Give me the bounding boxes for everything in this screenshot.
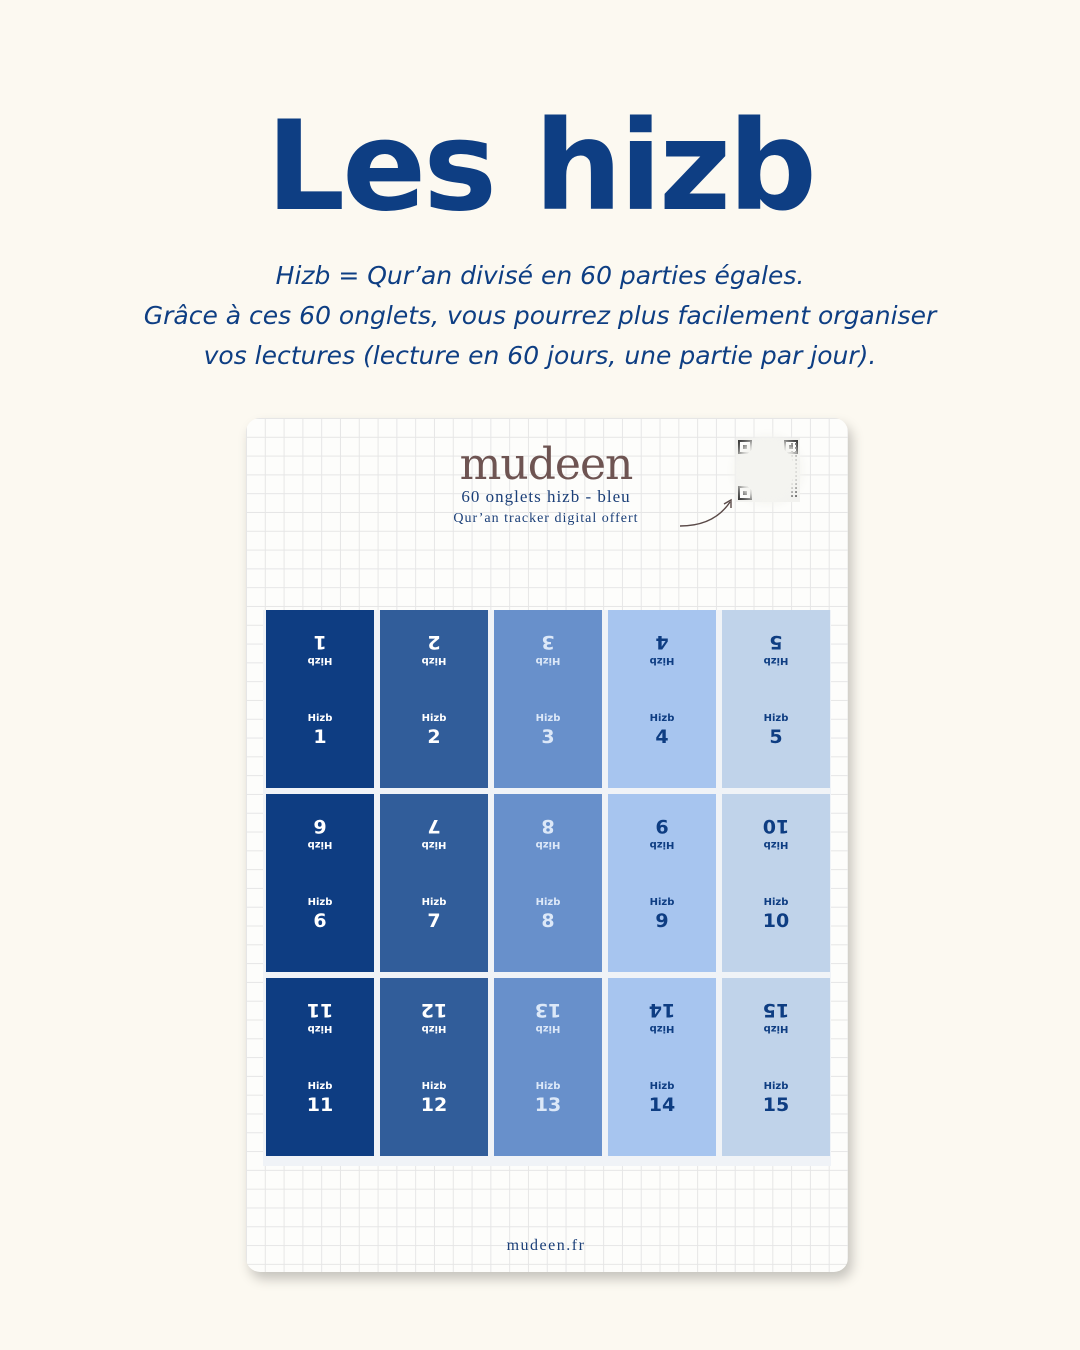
hizb-tab-front	[266, 897, 374, 933]
hizb-tab-mirrored	[722, 814, 830, 850]
brand-logo: mudeen	[459, 439, 633, 490]
hizb-tab-label: Hizb	[535, 1023, 561, 1034]
hizb-tab	[722, 978, 830, 1156]
hizb-tab-front	[380, 713, 488, 749]
hizb-tab	[608, 978, 716, 1156]
hizb-tab-mirrored	[722, 998, 830, 1034]
hizb-tab-number: 4	[655, 726, 669, 748]
hizb-tab-number: 3	[541, 726, 555, 748]
hizb-tab-number: 5	[769, 631, 783, 653]
hizb-tab-label: Hizb	[763, 713, 789, 724]
hizb-tab-label: Hizb	[421, 839, 447, 850]
hizb-tab-number: 14	[648, 1094, 676, 1116]
hizb-tab	[494, 610, 602, 788]
hizb-tab-number: 9	[655, 815, 669, 837]
hizb-tab-label: Hizb	[307, 1023, 333, 1034]
hizb-tab-front	[494, 1081, 602, 1117]
hizb-tab	[266, 978, 374, 1156]
hizb-tab-number: 11	[306, 1094, 334, 1116]
hizb-tab-number: 6	[313, 815, 327, 837]
hizb-tab-front	[266, 1081, 374, 1117]
hizb-tab-mirrored	[380, 630, 488, 666]
hizb-tab-mirrored	[608, 998, 716, 1034]
hizb-tab-number: 12	[420, 1094, 448, 1116]
hizb-tab-number: 12	[420, 999, 448, 1021]
hizb-tab-number: 3	[541, 631, 555, 653]
hizb-tab-number: 1	[313, 726, 327, 748]
hizb-tab-mirrored	[266, 814, 374, 850]
arrow-icon	[678, 490, 738, 532]
hizb-tab-number: 2	[427, 726, 441, 748]
hizb-tab-front	[608, 897, 716, 933]
subtitle-line-1: Hizb = Qur’an divisé en 60 parties égales.	[275, 261, 805, 290]
hizb-tab-label: Hizb	[307, 655, 333, 666]
hizb-tab-front	[494, 713, 602, 749]
hizb-tab-label: Hizb	[421, 713, 447, 724]
hizb-tab-number: 13	[534, 999, 562, 1021]
hizb-tab-label: Hizb	[421, 1023, 447, 1034]
page-title: Les hizb	[266, 95, 814, 239]
hizb-tab	[608, 610, 716, 788]
hizb-tab-mirrored	[266, 630, 374, 666]
hizb-tabs-grid	[263, 610, 831, 1166]
hizb-tab-mirrored	[608, 814, 716, 850]
page-subtitle	[40, 256, 1040, 376]
hizb-tab-number: 7	[427, 815, 441, 837]
hizb-tab-label: Hizb	[535, 897, 561, 908]
footer-url[interactable]: mudeen.fr	[506, 1237, 586, 1254]
hizb-tab-mirrored	[494, 814, 602, 850]
hizb-tab-label: Hizb	[421, 897, 447, 908]
hizb-tab-front	[722, 713, 830, 749]
hizb-tab	[380, 610, 488, 788]
hizb-tab	[266, 610, 374, 788]
hizb-tab-label: Hizb	[649, 655, 675, 666]
hizb-tab-label: Hizb	[763, 1023, 789, 1034]
hizb-tab-label: Hizb	[535, 1081, 561, 1092]
hizb-tab-number: 8	[541, 910, 555, 932]
hizb-tab-front	[608, 1081, 716, 1117]
hizb-tab-number: 15	[762, 1094, 790, 1116]
hizb-tab-mirrored	[494, 630, 602, 666]
hizb-tab-label: Hizb	[307, 1081, 333, 1092]
offer-text: Qur’an tracker digital offert	[453, 511, 639, 526]
qr-code-icon[interactable]	[736, 438, 800, 502]
hizb-tab-label: Hizb	[649, 839, 675, 850]
hizb-tab-label: Hizb	[421, 655, 447, 666]
hizb-tab	[722, 794, 830, 972]
hizb-tab-number: 5	[769, 726, 783, 748]
hizb-tab-label: Hizb	[649, 1023, 675, 1034]
hizb-tab	[722, 610, 830, 788]
hizb-tab-label: Hizb	[763, 655, 789, 666]
hizb-tab-front	[380, 1081, 488, 1117]
hizb-tab-label: Hizb	[307, 713, 333, 724]
hizb-tab-number: 9	[655, 910, 669, 932]
sticker-sheet	[246, 418, 848, 1272]
hizb-tab-number: 15	[762, 999, 790, 1021]
hizb-tab-label: Hizb	[763, 839, 789, 850]
hizb-tab-label: Hizb	[649, 897, 675, 908]
hizb-tab-label: Hizb	[307, 897, 333, 908]
hizb-tab-mirrored	[380, 998, 488, 1034]
product-name: 60 onglets hizb - bleu	[461, 487, 631, 506]
hizb-tab-label: Hizb	[649, 1081, 675, 1092]
hizb-tab-label: Hizb	[535, 655, 561, 666]
hizb-tab-front	[722, 1081, 830, 1117]
hizb-tab	[266, 794, 374, 972]
hizb-tab-number: 7	[427, 910, 441, 932]
hizb-tab-label: Hizb	[763, 897, 789, 908]
hizb-tab-number: 1	[313, 631, 327, 653]
hizb-tab-mirrored	[494, 998, 602, 1034]
subtitle-line-3: vos lectures (lecture en 60 jours, une partie par jour).	[203, 341, 877, 370]
hizb-tab-number: 4	[655, 631, 669, 653]
hizb-tab-number: 10	[762, 910, 790, 932]
hizb-tab-front	[380, 897, 488, 933]
hizb-tab-label: Hizb	[535, 839, 561, 850]
hizb-tab-mirrored	[380, 814, 488, 850]
hizb-tab	[608, 794, 716, 972]
subtitle-line-2: Grâce à ces 60 onglets, vous pourrez plus facilement organiser	[143, 301, 937, 330]
hizb-tab-number: 10	[762, 815, 790, 837]
hizb-tab-mirrored	[722, 630, 830, 666]
hizb-tab-mirrored	[608, 630, 716, 666]
hizb-tab-label: Hizb	[307, 839, 333, 850]
hizb-tab-number: 14	[648, 999, 676, 1021]
hizb-tab-number: 8	[541, 815, 555, 837]
hizb-tab	[494, 978, 602, 1156]
hizb-tab-front	[494, 897, 602, 933]
hizb-tab	[494, 794, 602, 972]
hizb-tab	[380, 978, 488, 1156]
hizb-tab-number: 6	[313, 910, 327, 932]
hizb-tab-front	[608, 713, 716, 749]
hizb-tab-label: Hizb	[535, 713, 561, 724]
hizb-tab-number: 2	[427, 631, 441, 653]
hizb-tab	[380, 794, 488, 972]
hizb-tab-number: 11	[306, 999, 334, 1021]
hizb-tab-front	[722, 897, 830, 933]
hizb-tab-label: Hizb	[649, 713, 675, 724]
hizb-tab-label: Hizb	[763, 1081, 789, 1092]
hizb-tab-label: Hizb	[421, 1081, 447, 1092]
hizb-tab-mirrored	[266, 998, 374, 1034]
hizb-tab-front	[266, 713, 374, 749]
hizb-tab-number: 13	[534, 1094, 562, 1116]
